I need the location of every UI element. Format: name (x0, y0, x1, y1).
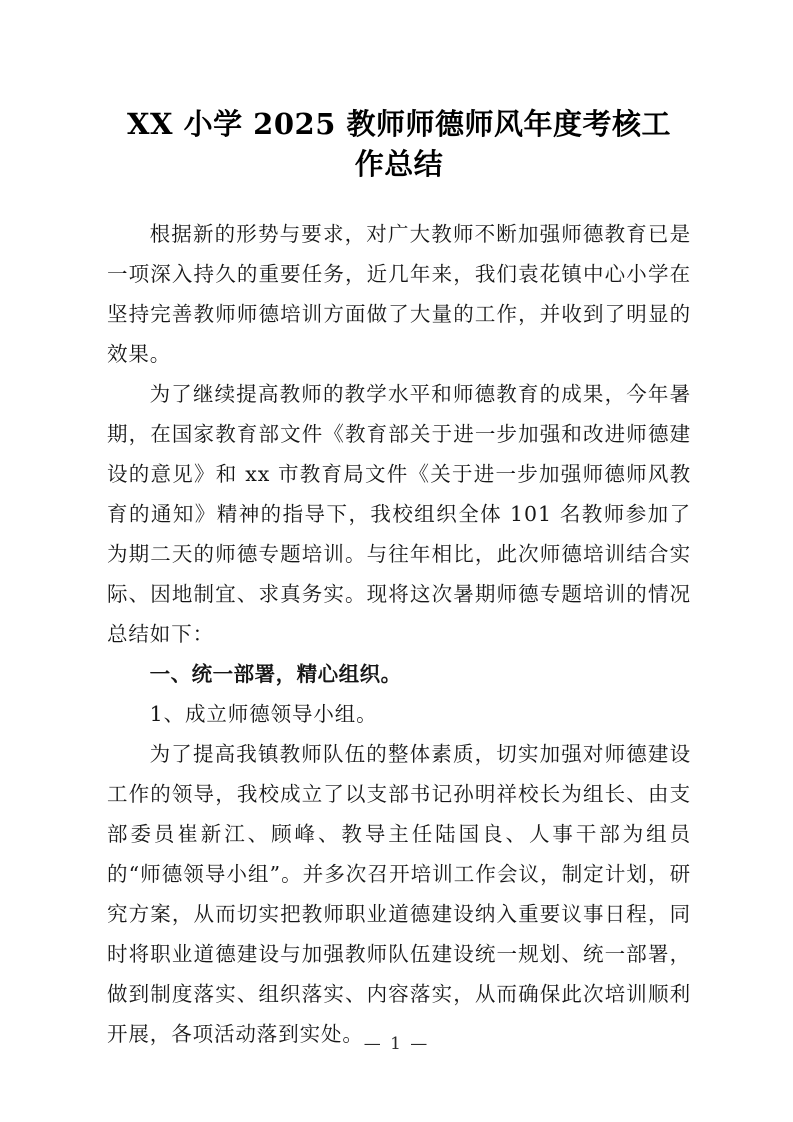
paragraph-intro: 根据新的形势与要求，对广大教师不断加强师德教育已是一项深入持久的重要任务，近几年来，我们袁花镇中心小学在坚持完善教师师德培训方面做了大量的工作，并收到了明显的效果。 (107, 222, 691, 366)
page-number: — 1 — (363, 1034, 430, 1054)
page-title: XX 小学 2025 教师师德师风年度考核工作总结 (126, 107, 671, 181)
paragraph-leadership-group: 为了提高我镇教师队伍的整体素质，切实加强对师德建设工作的领导，我校成立了以支部书记孙明祥校长为组长、由支部委员崔新江、顾峰、教导主任陆国良、人事干部为组员的“师德领导小组”。并多次召开培训工作会议，制定计划，研究方案，从而切实把教师职业道德建设纳入重要议事日程，同时将职业道德建设与加强教师队伍建设统一规划、统一部署，做到制度落实、组织落实、内容落实，从而确保此次培训顺利开展，各项活动落到实处。 (107, 742, 691, 1046)
document-body (107, 104, 691, 1054)
paragraph-background: 为了继续提高教师的教学水平和师德教育的成果，今年暑期，在国家教育部文件《教育部关于进一步加强和改进师德建设的意见》和 xx 市教育局文件《关于进一步加强师德师风教育的通知》精神的指导下，我校组织全体 101 名教师参加了为期二天的师德专题培训。与往年相比，此次师德培训结合实际、因地制宜、求真务实。现将这次暑期师德专题培训的情况总结如下： (107, 382, 691, 646)
section-heading-one: 一、统一部署，精心组织。 (149, 662, 402, 686)
list-item-1: 1、成立师德领导小组。 (149, 702, 378, 726)
